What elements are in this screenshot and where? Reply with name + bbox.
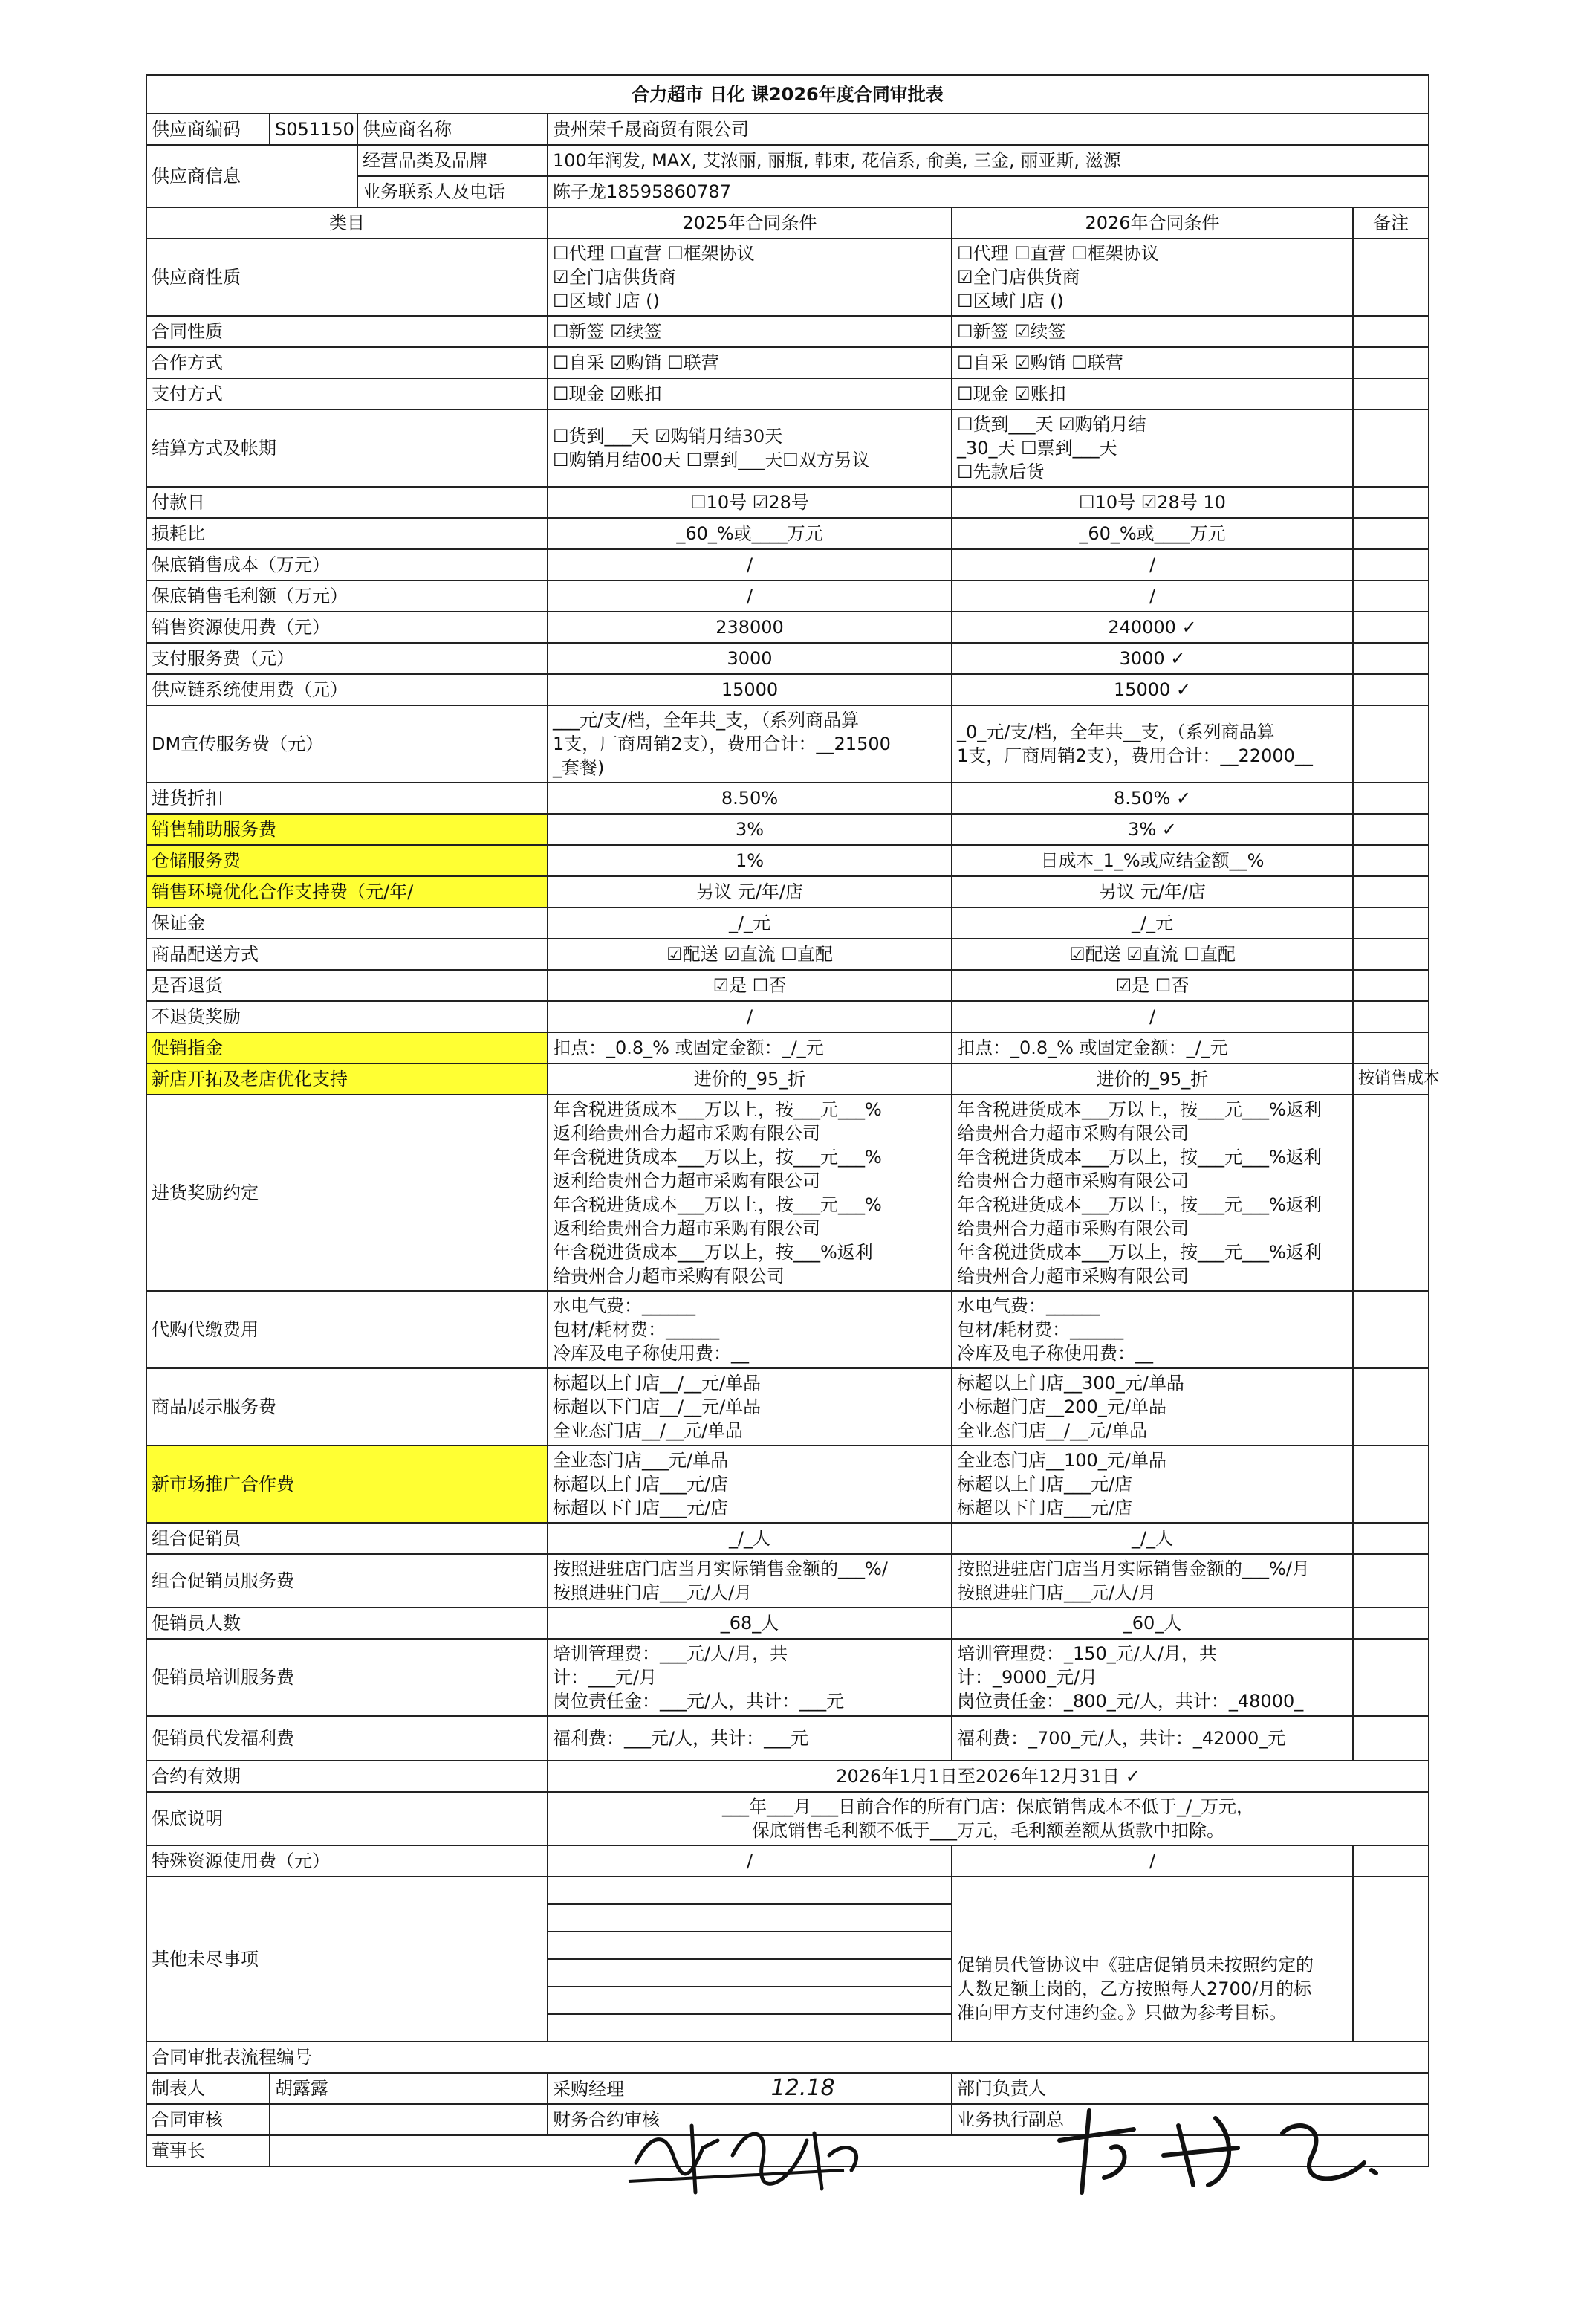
- text-line: 全业态门店__/__元/单品: [957, 1420, 1148, 1441]
- row-payment-method: [146, 378, 1429, 410]
- row-guaranteed-cost: [146, 549, 1429, 580]
- text-line: ☐货到___天 ☑购销月结: [957, 414, 1146, 435]
- header-row: [146, 207, 1429, 239]
- welfare-label: 促销员代发福利费: [146, 1716, 548, 1761]
- other-2026: [952, 1877, 1353, 2042]
- training-2026: [952, 1639, 1353, 1716]
- text-line: 培训管理费：_150_元/人/月，共: [957, 1643, 1217, 1664]
- text-line: 水电气费：______: [957, 1295, 1100, 1316]
- row-validity: [146, 1761, 1429, 1792]
- env-support-2025: 另议 元/年/店: [548, 876, 952, 907]
- payment-service-label: 支付服务费（元）: [146, 643, 548, 674]
- note-cell: [1353, 643, 1429, 674]
- text-line: 返利给贵州合力超市采购有限公司: [553, 1218, 820, 1239]
- supplier-type-label: 供应商性质: [146, 239, 548, 316]
- brands-value: 100年润发, MAX, 艾浓丽, 丽瓶, 韩束, 花信系, 俞美, 三金, 丽亚斯, 滋源: [548, 145, 1429, 176]
- storage-fee-label: 仓储服务费: [146, 845, 548, 876]
- chairman-label: 董事长: [146, 2135, 270, 2166]
- row-settlement: [146, 410, 1429, 487]
- text-line: 返利给贵州合力超市采购有限公司: [553, 1123, 820, 1144]
- text-line: 给贵州合力超市采购有限公司: [553, 1266, 785, 1286]
- purchase-discount-label: 进货折扣: [146, 783, 548, 814]
- text-line: 全业态门店__/__元/单品: [553, 1420, 744, 1441]
- sales-service-2026: 3% ✓: [952, 814, 1353, 845]
- text-line: 全业态门店___元/单品: [553, 1450, 729, 1471]
- row-proxy-fee: [146, 1291, 1429, 1368]
- text-line: 返利给贵州合力超市采购有限公司: [553, 1171, 820, 1191]
- text-line: 年含税进货成本___万以上，按___%返利: [553, 1242, 873, 1263]
- supplier-code-value: S051150: [270, 114, 357, 145]
- validity-label: 合约有效期: [146, 1761, 548, 1792]
- returns-2025: ☑是 ☐否: [548, 970, 952, 1001]
- contract-approval-form: [146, 74, 1441, 2167]
- note-cell: [1353, 316, 1429, 347]
- contact-label: 业务联系人及电话: [357, 176, 548, 207]
- display-fee-2026: [952, 1368, 1353, 1446]
- promoter-count-2026: _60_人: [952, 1608, 1353, 1639]
- guaranteed-margin-2025: /: [548, 580, 952, 612]
- text-line: 年含税进货成本___万以上，按___元___%返利: [957, 1242, 1322, 1263]
- row-promo-discount: [146, 1032, 1429, 1064]
- page-title: 合力超市 日化 课2026年度合同审批表: [146, 75, 1429, 114]
- system-fee-2026: 15000 ✓: [952, 674, 1353, 705]
- supplier-brands-row: [146, 145, 1429, 176]
- note-cell: [1353, 783, 1429, 814]
- promoter-count-2025: _68_人: [548, 1608, 952, 1639]
- env-support-2026: 另议 元/年/店: [952, 876, 1353, 907]
- row-new-store: [146, 1064, 1429, 1095]
- note-cell: [1353, 410, 1429, 487]
- guaranteed-cost-label: 保底销售成本（万元）: [146, 549, 548, 580]
- special-fee-2026: /: [952, 1845, 1353, 1877]
- row-combo-service: [146, 1554, 1429, 1608]
- dm-fee-2026: [952, 705, 1353, 783]
- welfare-2026: 福利费：_700_元/人，共计：_42000_元: [952, 1716, 1353, 1761]
- checkbox-line: ☐代理 ☐直营 ☐框架协议: [957, 243, 1159, 264]
- resource-fee-2026: 240000 ✓: [952, 612, 1353, 643]
- env-support-label: 销售环境优化合作支持费（元/年/: [146, 876, 548, 907]
- row-delivery: [146, 939, 1429, 970]
- row-loss-ratio: [146, 518, 1429, 549]
- payment-service-2026: 3000 ✓: [952, 643, 1353, 674]
- text-line: 包材/耗材费：______: [553, 1319, 720, 1340]
- text-line: 冷库及电子称使用费：__: [553, 1343, 749, 1364]
- delivery-2026: ☑配送 ☑直流 ☐直配: [952, 939, 1353, 970]
- contract-nature-2026: ☐新签 ☑续签: [952, 316, 1353, 347]
- row-no-return-reward: [146, 1001, 1429, 1032]
- flow-number-label: 合同审批表流程编号: [146, 2042, 1429, 2073]
- note-cell: [1353, 1446, 1429, 1523]
- deposit-2025: _/_元: [548, 907, 952, 939]
- text-line: 全业态门店__100_元/单品: [957, 1450, 1166, 1471]
- note-cell: [1353, 580, 1429, 612]
- note-cell: [1353, 907, 1429, 939]
- pay-day-label: 付款日: [146, 487, 548, 518]
- combo-promoter-2026: _/_人: [952, 1523, 1353, 1554]
- text-line: 年含税进货成本___万以上，按___元___%返利: [957, 1099, 1322, 1120]
- note-cell: [1353, 939, 1429, 970]
- new-store-label: 新店开拓及老店优化支持: [146, 1064, 548, 1095]
- guaranteed-cost-2025: /: [548, 549, 952, 580]
- note-cell: [1353, 487, 1429, 518]
- guaranteed-cost-2026: /: [952, 549, 1353, 580]
- text-line: ☐购销月结00天 ☐票到___天☐双方另议: [553, 450, 870, 470]
- text-line: 年含税进货成本___万以上，按___元___%返利: [957, 1147, 1322, 1168]
- no-return-reward-2025: /: [548, 1001, 952, 1032]
- text-line: 促销员代管协议中《驻店促销员未按照约定的: [957, 1955, 1314, 1975]
- text-line: 岗位责任金：___元/人，共计：___元: [553, 1691, 845, 1712]
- note-cell: [1353, 814, 1429, 845]
- sales-service-2025: 3%: [548, 814, 952, 845]
- row-review: [146, 2104, 1429, 2135]
- combo-promoter-label: 组合促销员: [146, 1523, 548, 1554]
- text-line: 给贵州合力超市采购有限公司: [957, 1171, 1189, 1191]
- chairman-value: [270, 2135, 1429, 2166]
- pay-day-2026: ☐10号 ☑28号 10: [952, 487, 1353, 518]
- guarantee-note-value: [548, 1792, 1429, 1845]
- text-line: 标超以下门店___元/店: [553, 1498, 729, 1518]
- settlement-2025: [548, 410, 952, 487]
- purchase-rebate-label: 进货奖励约定: [146, 1095, 548, 1291]
- other-2025: [548, 1877, 952, 2042]
- text-line: 按照进驻店门店当月实际销售金额的___%/: [553, 1558, 888, 1579]
- text-line: 计：_9000_元/月: [957, 1667, 1098, 1688]
- text-line: ☐先款后货: [957, 462, 1045, 482]
- note-cell: [1353, 705, 1429, 783]
- note-cell: [1353, 1639, 1429, 1716]
- row-maker: [146, 2073, 1429, 2104]
- proxy-fee-2026: [952, 1291, 1353, 1368]
- row-new-market: [146, 1446, 1429, 1523]
- text-line: 年含税进货成本___万以上，按___元___%: [553, 1194, 882, 1215]
- text-line: ☐货到___天 ☑购销月结30天: [553, 426, 783, 447]
- row-promoter-count: [146, 1608, 1429, 1639]
- text-line: _0_元/支/档，全年共__支，（系列商品算: [957, 722, 1275, 742]
- no-return-reward-2026: /: [952, 1001, 1353, 1032]
- guarantee-note-label: 保底说明: [146, 1792, 548, 1845]
- supplier-type-2026: [952, 239, 1353, 316]
- training-label: 促销员培训服务费: [146, 1639, 548, 1716]
- text-line: 计：___元/月: [553, 1667, 658, 1688]
- header-2026: 2026年合同条件: [952, 207, 1353, 239]
- text-line: 标超以下门店___元/店: [957, 1498, 1133, 1518]
- delivery-2025: ☑配送 ☑直流 ☐直配: [548, 939, 952, 970]
- note-cell: [1353, 876, 1429, 907]
- row-welfare: [146, 1716, 1429, 1761]
- promoter-count-label: 促销员人数: [146, 1608, 548, 1639]
- guaranteed-margin-label: 保底销售毛利额（万元）: [146, 580, 548, 612]
- text-line: 年含税进货成本___万以上，按___元___%: [553, 1147, 882, 1168]
- text-line: 年含税进货成本___万以上，按___元___%返利: [957, 1194, 1322, 1215]
- resource-fee-label: 销售资源使用费（元）: [146, 612, 548, 643]
- cooperation-2026: ☐自采 ☑购销 ☐联营: [952, 347, 1353, 378]
- payment-service-2025: 3000: [548, 643, 952, 674]
- supplier-type-2025: [548, 239, 952, 316]
- resource-fee-2025: 238000: [548, 612, 952, 643]
- note-cell: [1353, 845, 1429, 876]
- text-line: _套餐): [553, 757, 605, 778]
- text-line: 1支，厂商周销2支），费用合计：__22000__: [957, 745, 1313, 766]
- deposit-label: 保证金: [146, 907, 548, 939]
- delivery-label: 商品配送方式: [146, 939, 548, 970]
- row-storage-fee: [146, 845, 1429, 876]
- cooperation-2025: ☐自采 ☑购销 ☐联营: [548, 347, 952, 378]
- contact-value: 陈子龙18595860787: [548, 176, 1429, 207]
- checkbox-line: ☑全门店供货商: [553, 267, 676, 288]
- note-cell: [1353, 1877, 1429, 2042]
- text-line: 准向甲方支付违约金。》只做为参考目标。: [957, 2002, 1287, 2023]
- header-2025: 2025年合同条件: [548, 207, 952, 239]
- ruled-lines: [548, 1877, 951, 2041]
- text-line: 水电气费：______: [553, 1295, 695, 1316]
- text-line: 给贵州合力超市采购有限公司: [957, 1266, 1189, 1286]
- special-fee-label: 特殊资源使用费（元）: [146, 1845, 548, 1877]
- new-store-note: 按销售成本: [1353, 1064, 1429, 1095]
- other-label: 其他未尽事项: [146, 1877, 548, 2042]
- text-line: ___年___月___日前合作的所有门店：保底销售成本不低于_/_万元，: [721, 1796, 1255, 1817]
- display-fee-label: 商品展示服务费: [146, 1368, 548, 1446]
- supplier-info-label: 供应商信息: [146, 145, 357, 207]
- special-fee-2025: /: [548, 1845, 952, 1877]
- checkbox-line: ☐区域门店 (): [553, 291, 660, 311]
- header-note: 备注: [1353, 207, 1429, 239]
- text-line: ___元/支/档，全年共_支，（系列商品算: [553, 710, 860, 731]
- text-line: 按照进驻门店___元/人/月: [553, 1582, 753, 1603]
- combo-service-2026: [952, 1554, 1353, 1608]
- combo-service-2025: [548, 1554, 952, 1608]
- checkbox-line: ☐代理 ☐直营 ☐框架协议: [553, 243, 755, 264]
- new-market-2026: [952, 1446, 1353, 1523]
- text-line: _30_天 ☐票到___天: [957, 438, 1117, 459]
- brands-label: 经营品类及品牌: [357, 145, 548, 176]
- note-cell: [1353, 1368, 1429, 1446]
- training-2025: [548, 1639, 952, 1716]
- note-cell: [1353, 970, 1429, 1001]
- purchase-rebate-2026: [952, 1095, 1353, 1291]
- combo-service-label: 组合促销员服务费: [146, 1554, 548, 1608]
- row-other: [146, 1877, 1429, 2042]
- text-line: 标超以上门店__300_元/单品: [957, 1373, 1184, 1394]
- maker-label: 制表人: [146, 2073, 270, 2104]
- settlement-label: 结算方式及帐期: [146, 410, 548, 487]
- note-cell: [1353, 674, 1429, 705]
- payment-method-label: 支付方式: [146, 378, 548, 410]
- row-dm-fee: [146, 705, 1429, 783]
- purchase-manager-cell: [548, 2073, 952, 2104]
- row-special-fee: [146, 1845, 1429, 1877]
- payment-method-2025: ☐现金 ☑账扣: [548, 378, 952, 410]
- combo-promoter-2025: _/_人: [548, 1523, 952, 1554]
- row-sales-service: [146, 814, 1429, 845]
- text-line: 按照进驻店门店当月实际销售金额的___%/月: [957, 1558, 1310, 1579]
- row-flow-number: [146, 2042, 1429, 2073]
- no-return-reward-label: 不退货奖励: [146, 1001, 548, 1032]
- settlement-2026: [952, 410, 1353, 487]
- proxy-fee-2025: [548, 1291, 952, 1368]
- row-guaranteed-margin: [146, 580, 1429, 612]
- text-line: 小标超门店__200_元/单品: [957, 1396, 1166, 1417]
- header-item: 类目: [146, 207, 548, 239]
- text-line: 1支，厂商周销2支），费用合计：__21500: [553, 734, 891, 754]
- note-cell: [1353, 1095, 1429, 1291]
- purchase-discount-2026: 8.50% ✓: [952, 783, 1353, 814]
- note-cell: [1353, 1291, 1429, 1368]
- note-cell: [1353, 1554, 1429, 1608]
- note-cell: [1353, 239, 1429, 316]
- text-line: 给贵州合力超市采购有限公司: [957, 1123, 1189, 1144]
- checkbox-line: ☑全门店供货商: [957, 267, 1080, 288]
- payment-method-2026: ☐现金 ☑账扣: [952, 378, 1353, 410]
- deposit-2026: _/_元: [952, 907, 1353, 939]
- row-system-fee: [146, 674, 1429, 705]
- row-resource-fee: [146, 612, 1429, 643]
- note-cell: [1353, 1523, 1429, 1554]
- maker-value: 胡露露: [270, 2073, 548, 2104]
- storage-fee-2025: 1%: [548, 845, 952, 876]
- purchase-rebate-2025: [548, 1095, 952, 1291]
- finance-label: 财务合约审核: [548, 2104, 952, 2135]
- row-chairman: [146, 2135, 1429, 2166]
- storage-fee-2026: 日成本_1_%或应结金额__%: [952, 845, 1353, 876]
- row-guarantee-note: [146, 1792, 1429, 1845]
- text-line: 标超以上门店__/__元/单品: [553, 1373, 762, 1394]
- row-display-fee: [146, 1368, 1429, 1446]
- sales-service-label: 销售辅助服务费: [146, 814, 548, 845]
- supplier-name-label: 供应商名称: [357, 114, 548, 145]
- new-store-2026: 进价的_95_折: [952, 1064, 1353, 1095]
- text-line: 岗位责任金：_800_元/人，共计：_48000_: [957, 1691, 1304, 1712]
- text-line: 标超以下门店__/__元/单品: [553, 1396, 762, 1417]
- row-env-support: [146, 876, 1429, 907]
- text-line: 标超以上门店___元/店: [553, 1474, 729, 1495]
- loss-ratio-label: 损耗比: [146, 518, 548, 549]
- row-payment-service: [146, 643, 1429, 674]
- system-fee-label: 供应链系统使用费（元）: [146, 674, 548, 705]
- promo-discount-label: 促销指金: [146, 1032, 548, 1064]
- text-line: 保底销售毛利额不低于___万元，毛利额差额从货款中扣除。: [752, 1820, 1224, 1841]
- supplier-code-row: [146, 114, 1429, 145]
- approval-table: [146, 74, 1441, 2167]
- checkbox-line: ☐区域门店 (): [957, 291, 1064, 311]
- contract-nature-2025: ☐新签 ☑续签: [548, 316, 952, 347]
- supplier-name-value: 贵州荣千晟商贸有限公司: [548, 114, 1429, 145]
- text-line: 年含税进货成本___万以上，按___元___%: [553, 1099, 882, 1120]
- supplier-code-label: 供应商编码: [146, 114, 270, 145]
- row-purchase-discount: [146, 783, 1429, 814]
- note-cell: [1353, 1845, 1429, 1877]
- review-value: [270, 2104, 548, 2135]
- note-cell: [1353, 1716, 1429, 1761]
- returns-label: 是否退货: [146, 970, 548, 1001]
- note-cell: [1353, 1032, 1429, 1064]
- new-market-label: 新市场推广合作费: [146, 1446, 548, 1523]
- note-cell: [1353, 347, 1429, 378]
- display-fee-2025: [548, 1368, 952, 1446]
- purchase-manager-label: 采购经理: [553, 2078, 624, 2100]
- row-training: [146, 1639, 1429, 1716]
- promo-discount-2025: 扣点：_0.8_% 或固定金额：_/_元: [548, 1032, 952, 1064]
- welfare-2025: 福利费：___元/人，共计：___元: [548, 1716, 952, 1761]
- dm-fee-label: DM宣传服务费（元）: [146, 705, 548, 783]
- pay-day-2025: ☐10号 ☑28号: [548, 487, 952, 518]
- validity-value: 2026年1月1日至2026年12月31日 ✓: [548, 1761, 1429, 1792]
- dm-fee-2025: [548, 705, 952, 783]
- row-deposit: [146, 907, 1429, 939]
- guaranteed-margin-2026: /: [952, 580, 1353, 612]
- purchase-discount-2025: 8.50%: [548, 783, 952, 814]
- note-cell: [1353, 378, 1429, 410]
- row-pay-day: [146, 487, 1429, 518]
- new-store-2025: 进价的_95_折: [548, 1064, 952, 1095]
- text-line: 给贵州合力超市采购有限公司: [957, 1218, 1189, 1239]
- new-market-2025: [548, 1446, 952, 1523]
- note-cell: [1353, 518, 1429, 549]
- row-contract-nature: [146, 316, 1429, 347]
- loss-ratio-2025: _60_%或____万元: [548, 518, 952, 549]
- returns-2026: ☑是 ☐否: [952, 970, 1353, 1001]
- contract-nature-label: 合同性质: [146, 316, 548, 347]
- text-line: 人数足额上岗的，乙方按照每人2700/月的标: [957, 1978, 1312, 1999]
- note-cell: [1353, 1001, 1429, 1032]
- proxy-fee-label: 代购代缴费用: [146, 1291, 548, 1368]
- loss-ratio-2026: _60_%或____万元: [952, 518, 1353, 549]
- text-line: 冷库及电子称使用费：__: [957, 1343, 1153, 1364]
- row-purchase-rebate: [146, 1095, 1429, 1291]
- note-cell: [1353, 549, 1429, 580]
- row-cooperation: [146, 347, 1429, 378]
- system-fee-2025: 15000: [548, 674, 952, 705]
- title-row: [146, 75, 1429, 114]
- dept-head-label: 部门负责人: [952, 2073, 1429, 2104]
- signature-date: 12.18: [770, 2074, 835, 2101]
- row-combo-promoter: [146, 1523, 1429, 1554]
- cooperation-label: 合作方式: [146, 347, 548, 378]
- vp-label: 业务执行副总: [952, 2104, 1429, 2135]
- note-cell: [1353, 1608, 1429, 1639]
- text-line: 培训管理费：___元/人/月，共: [553, 1643, 788, 1664]
- row-returns: [146, 970, 1429, 1001]
- text-line: 标超以上门店___元/店: [957, 1474, 1133, 1495]
- promo-discount-2026: 扣点：_0.8_% 或固定金额：_/_元: [952, 1032, 1353, 1064]
- text-line: 包材/耗材费：______: [957, 1319, 1124, 1340]
- text-line: 按照进驻门店___元/人/月: [957, 1582, 1157, 1603]
- row-supplier-type: [146, 239, 1429, 316]
- review-label: 合同审核: [146, 2104, 270, 2135]
- note-cell: [1353, 612, 1429, 643]
